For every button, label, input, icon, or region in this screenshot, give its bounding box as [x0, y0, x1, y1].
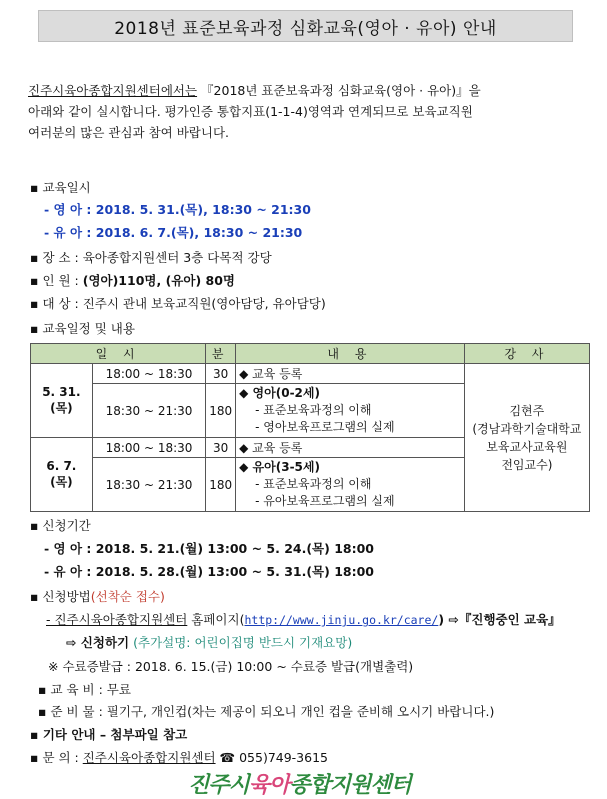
apply-period-child: - 유 아 : 2018. 5. 28.(월) 13:00 ~ 5. 31.(목) 18:00 [44, 564, 374, 579]
apply-now: ⇨ 신청하기 (추가설명: 어린이집명 반드시 기재요망) [66, 635, 353, 650]
people: ▪ 인 원 : (영아)110명, (유아) 80명 [30, 273, 235, 288]
day1-date: 5. 31. (목) [31, 364, 93, 438]
child-content: ◆ 유아(3-5세) - 표준보육과정의 이해 - 유아보육프로그램의 실제 [236, 458, 465, 512]
other-info: ▪ 기타 안내 – 첨부파일 참고 [30, 727, 188, 742]
lecturer: 김현주 (경남과학기술대학교 보육교사교육원 전임교수) [464, 364, 589, 512]
infant-content: ◆ 영아(0-2세) - 표준보육과정의 이해 - 영아보육프로그램의 실제 [236, 384, 465, 438]
date-infant: - 영 아 : 2018. 5. 31.(목), 18:30 ~ 21:30 [44, 202, 311, 217]
page-title: 2018년 표준보육과정 심화교육(영아 · 유아) 안내 [38, 10, 573, 42]
date-child: - 유 아 : 2018. 6. 7.(목), 18:30 ~ 21:30 [44, 225, 303, 240]
apply-period-header: ▪ 신청기간 [30, 518, 91, 533]
th-datetime: 일 시 [31, 344, 206, 364]
target: ▪ 대 상 : 진주시 관내 보육교직원(영아담당, 유아담당) [30, 296, 326, 311]
contact: ▪ 문 의 : 진주시육아종합지원센터 ☎ 055)749-3615 [30, 750, 328, 765]
place: ▪ 장 소 : 육아종합지원센터 3층 다목적 강당 [30, 250, 272, 265]
schedule-table: 일 시 분 내 용 강 사 5. 31. (목) 18:00 ~ 18:30 30 ◆ 교육 등록 김현주 (경남과학기술대학교 보육교사교육원 전임교수) 18:30 ~ 21:30 180 ◆ 영아(0-2세) - 표준보육과정의 이해 - 영아보육프로그램의 실제 6. 7. (목) 18:00 ~ 18:30 30 ◆ 교육 등록 18:30 ~ 21:30 180 ◆ 유아(3-5세) - 표준보육과정의 이해 - 유아보육프로그램의 실제 [30, 343, 590, 512]
th-minutes: 분 [206, 344, 236, 364]
intro-org: 진주시육아종합지원센터에서는 [28, 83, 198, 98]
certificate: ※ 수료증발급 : 2018. 6. 15.(금) 10:00 ~ 수료증 발급(개별출력) [48, 659, 414, 674]
apply-period-infant: - 영 아 : 2018. 5. 21.(월) 13:00 ~ 5. 24.(목) 18:00 [44, 541, 374, 556]
intro-paragraph: 진주시육아종합지원센터에서는 『2018년 표준보육과정 심화교육(영아 · 유아)』을 아래와 같이 실시합니다. 평가인증 통합지표(1-1-4)영역과 연계되므로 보육교직원 여러분의 많은 관심과 참여 바랍니다. [28, 83, 481, 140]
day2-date: 6. 7. (목) [31, 438, 93, 512]
apply-method: ▪ 신청방법(선착순 접수) [30, 589, 165, 604]
th-lecturer: 강 사 [464, 344, 589, 364]
fee: ▪ 교 육 비 : 무료 [38, 682, 131, 697]
th-content: 내 용 [236, 344, 465, 364]
content-header: ▪ 교육일정 및 내용 [30, 321, 135, 336]
supplies: ▪ 준 비 물 : 필기구, 개인컵(차는 제공이 되오니 개인 컵을 준비해 오시기 바랍니다.) [38, 704, 495, 719]
center-logo: 진주시육아종합지원센터 [188, 772, 411, 798]
apply-method-detail: - 진주시육아종합지원센터 홈페이지(http://www.jinju.go.kr/care/) ⇨『진행중인 교육』 [46, 612, 561, 627]
homepage-link[interactable]: http://www.jinju.go.kr/care/ [244, 613, 439, 627]
schedule-header: ▪ 교육일시 [30, 180, 91, 195]
